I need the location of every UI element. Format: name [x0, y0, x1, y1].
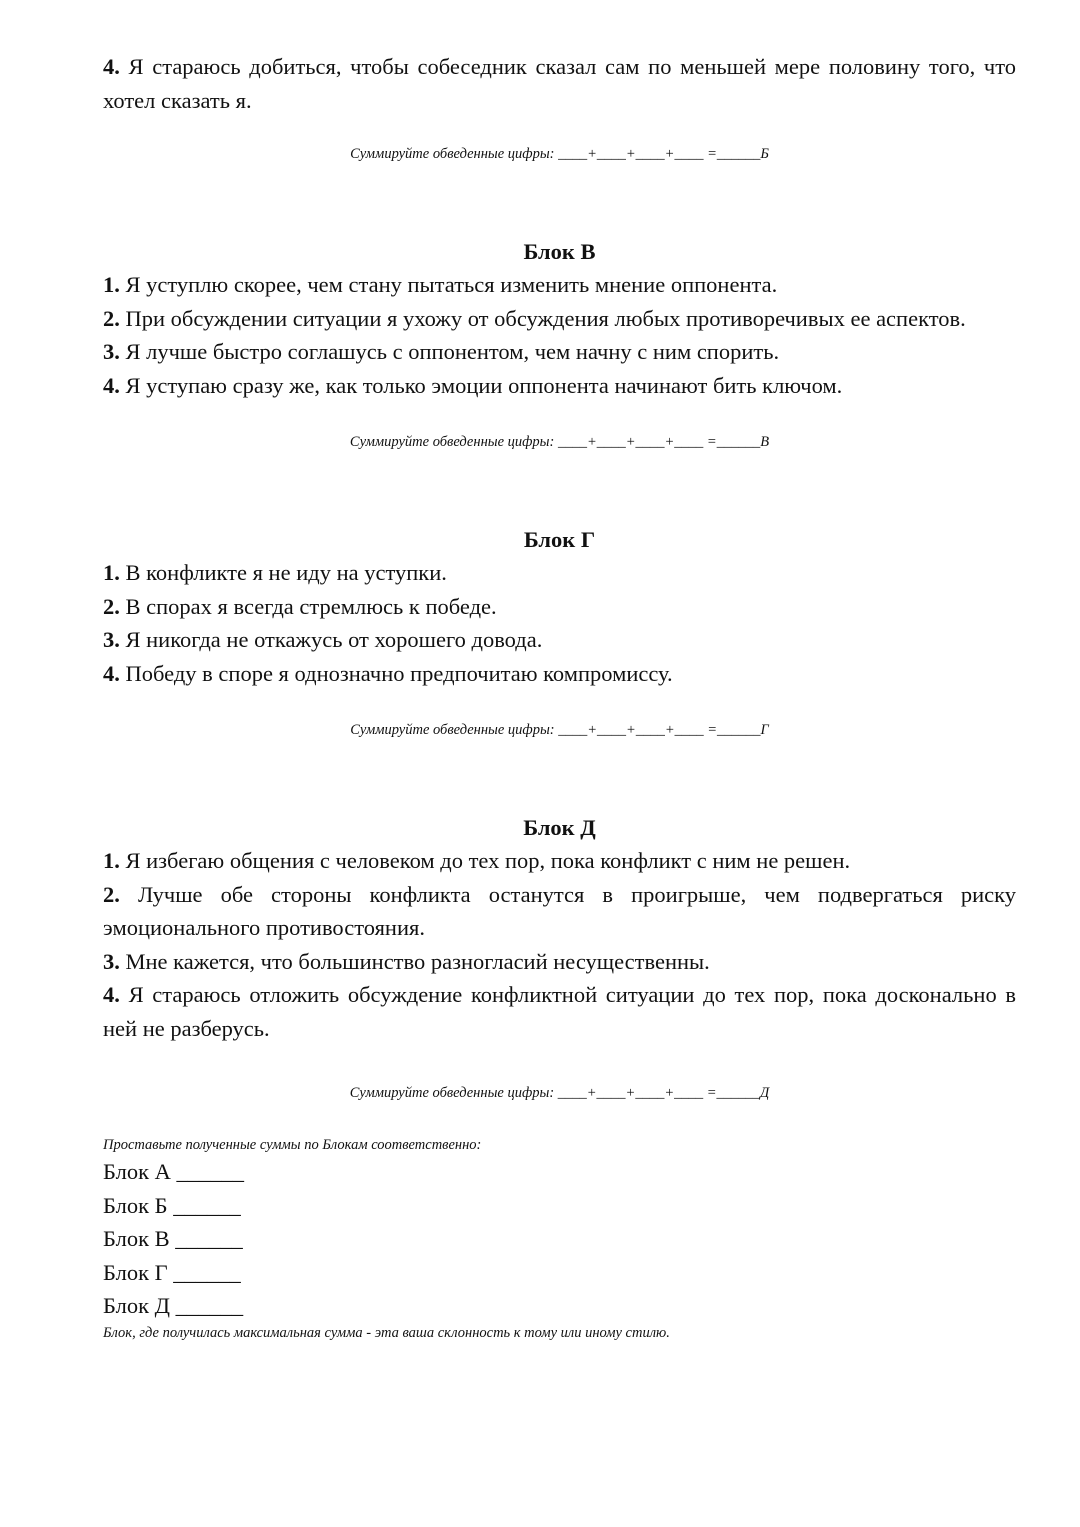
- block-d-item-3: [103, 945, 1016, 979]
- item-number: 2.: [103, 305, 126, 331]
- item-number: 2.: [103, 593, 126, 619]
- block-d-heading: Блок Д: [523, 815, 596, 840]
- block-g-item-1: [103, 556, 1016, 590]
- item-number: 1.: [103, 560, 126, 585]
- block-v-item-2: [103, 302, 1016, 336]
- block-d-item-2: [103, 878, 1016, 945]
- block-d-item-4: [103, 978, 1016, 1045]
- block-v-heading: Блок В: [523, 239, 596, 264]
- item-number: 3.: [103, 339, 126, 364]
- item-number: 3.: [103, 627, 126, 652]
- item-number: 4.: [103, 660, 126, 686]
- block-g-heading: Блок Г: [523, 527, 596, 552]
- item-text: Я лучше быстро соглашусь с оппонентом, чем начну с ним спорить.: [125, 339, 780, 364]
- item-number: 4.: [103, 54, 129, 79]
- item-text: Победу в споре я однозначно предпочитаю компромиссу.: [125, 660, 673, 686]
- item-number: 4.: [103, 372, 126, 398]
- block-g-item-2: [103, 590, 1016, 624]
- summary-line-b: Блок Б ______: [103, 1192, 241, 1218]
- item-text: В спорах я всегда стремлюсь к победе.: [125, 593, 497, 619]
- item-text: При обсуждении ситуации я ухожу от обсуждения любых противоречивых ее аспектов.: [125, 305, 966, 331]
- item-text: Я стараюсь добиться, чтобы собеседник сказал сам по меньшей мере половину того, что хотел сказать я.: [103, 54, 1017, 113]
- summary-line-a: Блок А ______: [103, 1159, 245, 1184]
- block-g-item-3: [103, 623, 1016, 657]
- item-text: Я избегаю общения с человеком до тех пор, пока конфликт с ним не решен.: [125, 848, 851, 873]
- block-v-sum-line: Суммируйте обведенные цифры: ____+____+____+____ =______В: [349, 434, 770, 450]
- block-v-item-4: [103, 369, 1016, 403]
- item-text: Я уступаю сразу же, как только эмоции оппонента начинают бить ключом.: [125, 372, 843, 398]
- summary-line-d: Блок Д ______: [103, 1293, 244, 1318]
- summary-conclusion: Блок, где получилась максимальная сумма - эта ваша склонность к тому или иному стилю.: [103, 1324, 670, 1341]
- item-text: В конфликте я не иду на уступки.: [125, 560, 447, 585]
- summary-instruction: Проставьте полученные суммы по Блокам соответственно:: [103, 1137, 482, 1153]
- item-text: Я уступлю скорее, чем стану пытаться изменить мнение оппонента.: [125, 272, 778, 297]
- item-number: 1.: [103, 848, 126, 873]
- block-g-item-4: [103, 657, 1016, 691]
- summary-line-v: Блок В ______: [103, 1226, 243, 1251]
- block-v-item-3: [103, 335, 1016, 369]
- item-text: Мне кажется, что большинство разногласий несущественны.: [125, 948, 710, 974]
- block-d-sum-line: Суммируйте обведенные цифры: ____+____+____+____ =______Д: [349, 1085, 770, 1101]
- item-text: Я стараюсь отложить обсуждение конфликтной ситуации до тех пор, пока досконально в ней не разберусь.: [103, 982, 1017, 1041]
- item-number: 1.: [103, 272, 126, 297]
- block-d-item-1: [103, 844, 1016, 878]
- document-page: [103, 50, 1016, 1343]
- item-text: Я никогда не откажусь от хорошего довода.: [125, 627, 543, 652]
- block-b-item-4: [103, 50, 1016, 117]
- block-b-sum-line: Суммируйте обведенные цифры: ____+____+____+____ =______Б: [350, 146, 769, 162]
- summary-line-g: Блок Г ______: [103, 1259, 241, 1285]
- item-number: 2.: [103, 881, 138, 907]
- block-g-sum-line: Суммируйте обведенные цифры: ____+____+____+____ =______Г: [350, 722, 769, 738]
- block-v-item-1: [103, 268, 1016, 302]
- item-number: 4.: [103, 982, 129, 1007]
- item-number: 3.: [103, 948, 126, 974]
- item-text: Лучше обе стороны конфликта останутся в проигрыше, чем подвергаться риску эмоционального противостояния.: [103, 881, 1017, 940]
